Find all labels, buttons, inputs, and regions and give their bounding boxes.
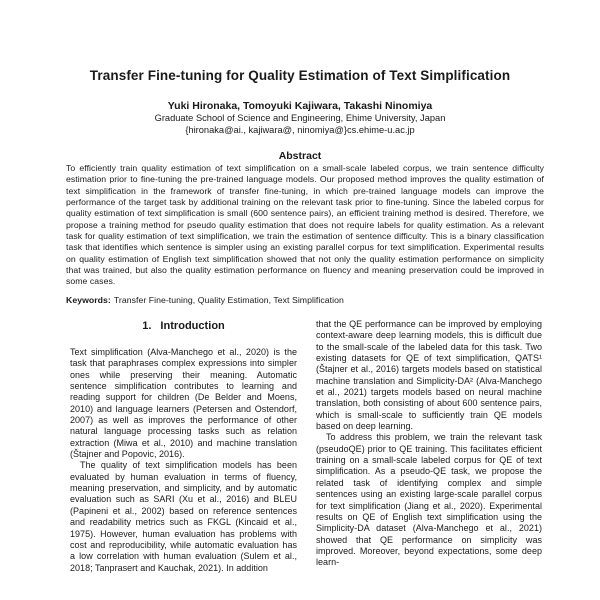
paragraph: To address this problem, we train the relevant task (pseudoQE) prior to QE training. This facilitates efficient training on a small-scale labeled corpus for QE of text simplification. As a pseudo-QE task, we propose the related task of identifying complex and simple sentences using an existing large-scale parallel corpus for text simplification (Jiang et al., 2020). Experimental results on QE of English text simplification using the Simplicity-DA dataset (Alva-Manchego et al., 2021) showed that QE performance on simplicity was improved. Moreover, beyond expectations, some deep learn-	[316, 432, 542, 568]
section-number: 1.	[142, 320, 152, 332]
keywords-label: Keywords:	[66, 295, 111, 305]
paragraph: that the QE performance can be improved by employing context-aware deep learning models, this is difficult due to the small-scale of the labeled data for this task. Two existing datasets for QE of text simplification, QATS¹ (Štajner et al., 2016) targets models based on statistical machine translation and Simplicity-DA² (Alva-Manchego et al., 2021) targets models based on neural machine translation, both consisting of about 600 sentence pairs, which is small-scale to sufficiently train QE models based on deep learning.	[316, 319, 542, 432]
emails-line: {hironaka@ai., kajiwara@, ninomiya@}cs.ehime-u.ac.jp	[185, 125, 415, 135]
abstract-heading: Abstract	[278, 150, 322, 162]
keywords-line	[66, 295, 544, 305]
paragraph: The quality of text simplification models has been evaluated by human evaluation in terms of fluency, meaning preservation, and simplicity, and by automatic evaluation such as SARI (Xu et al., 2016) and BLEU (Papineni et al., 2002) based on reference sentences and readability metrics such as FKGL (Kincaid et al., 1975). However, human evaluation has problems with cost and reproducibility, while automatic evaluation has a low correlation with human evaluation (Sulem et al., 2018; Tanprasert and Kauchak, 2021). In addition	[70, 460, 297, 573]
affiliation-line: Graduate School of Science and Engineering, Ehime University, Japan	[154, 113, 446, 123]
paper-title: Transfer Fine-tuning for Quality Estimation of Text Simplification	[89, 68, 511, 83]
column-left	[70, 319, 297, 574]
paragraph: Text simplification (Alva-Manchego et al., 2020) is the task that paraphrases complex expressions into simpler ones while preserving their meaning. Automatic sentence simplification contributes to learning and reading support for children (De Belder and Moens, 2010) and language learners (Petersen and Ostendorf, 2007) as well as improves the performance of other natural language processing tasks such as relation extraction (Miwa et al., 2010) and machine translation (Štajner and Popovic, 2016).	[70, 347, 297, 460]
column-right	[316, 319, 542, 569]
authors-line: Yuki Hironaka, Tomoyuki Kajiwara, Takashi Ninomiya	[167, 100, 433, 112]
abstract-text: To efficiently train quality estimation of text simplification on a small-scale labeled corpus, we train sentence difficulty estimation prior to fine-tuning the pre-trained language models. Our proposed method improves the quality estimation of text simplification in the framework of transfer fine-tuning, in which pre-trained language models can improve the performance of the target task by additional training on the relevant task prior to fine-tuning. Since the labeled corpus for quality estimation of text simplification is small (600 sentence pairs), an efficient training method is desired. Therefore, we propose a training method for pseudo quality estimation that does not require labels for quality estimation. As a relevant task for quality estimation of text simplification, we train the estimation of sentence difficulty. This is a binary classification task that identifies which sentence is simpler using an existing parallel corpus for text simplification. Experimental results on quality estimation of English text simplification showed that not only the quality estimation performance on simplicity that was trained, but also the quality estimation performance on fluency and meaning preservation could be improved in some cases.	[66, 163, 544, 287]
section-title: Introduction	[160, 320, 225, 332]
section-heading-introduction	[70, 320, 297, 333]
keywords-value: Transfer Fine-tuning, Quality Estimation, Text Simplification	[113, 295, 344, 305]
